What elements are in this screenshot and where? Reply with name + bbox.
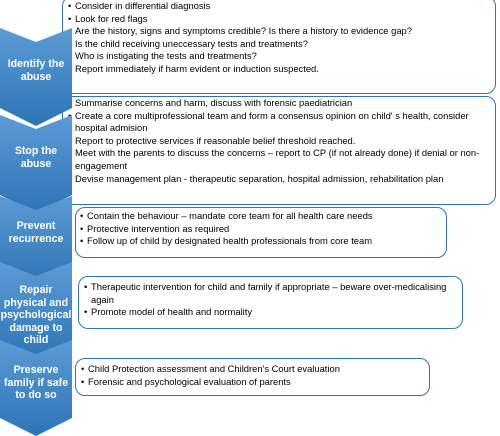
list-item: • Protective intervention as required: [80, 223, 442, 236]
stage-1-label: Identify the abuse: [7, 58, 65, 83]
list-item: • Child Protection assessment and Children's Court evaluation: [81, 363, 425, 376]
list-item: • Report to protective services if reasonable belief threshold reached.: [68, 135, 492, 148]
list-item: • Who is instigating the tests and treatments?: [68, 50, 492, 63]
list-item: • Summarise concerns and harm, discuss with forensic paediatrician: [68, 97, 492, 110]
stage-4-label: Repair physical and psychological damage to child: [0, 284, 72, 347]
list-item: • Report immediately if harm evident or induction suspected.: [68, 63, 492, 76]
list-item: • Contain the behaviour – mandate core team for all health care needs: [80, 210, 442, 223]
stage-1-chevron: [0, 28, 72, 126]
stage-2-items: [68, 97, 492, 185]
list-item: • Follow up of child by designated health professionals from core team: [80, 235, 442, 248]
stage-5-chevron: [0, 340, 72, 436]
list-item: • Are the history, signs and symptoms credible? Is there a history to evidence gap?: [68, 25, 492, 38]
stage-1-items: [68, 0, 492, 76]
stage-5-items: [81, 363, 425, 388]
list-item: • Promote model of health and normality: [84, 306, 456, 319]
list-item: • Meet with the parents to discuss the concerns – report to CP (if not already done) if denial or non-engagement: [68, 147, 492, 172]
stage-4-items: [84, 281, 456, 319]
list-item: • Forensic and psychological evaluation of parents: [81, 376, 425, 389]
list-item: • Look for red flags: [68, 13, 492, 26]
stage-5-label: Preserve family if safe to do so: [3, 364, 69, 402]
stage-3-items: [80, 210, 442, 248]
stage-2-label: Stop the abuse: [14, 145, 58, 170]
list-item: • Therapeutic intervention for child and family if appropriate – beware over-medicalising again: [84, 281, 456, 306]
list-item: • Create a core multiprofessional team and form a consensus opinion on child' s health, consider hospital admision: [68, 110, 492, 135]
list-item: • Consider in differential diagnosis: [68, 0, 492, 13]
list-item: • Is the child receiving uneccessary tests and treatments?: [68, 38, 492, 51]
stage-3-label: Prevent recurrence: [8, 220, 64, 245]
list-item: • Devise management plan - therapeutic separation, hospital admission, rehabilitation plan: [68, 173, 492, 186]
